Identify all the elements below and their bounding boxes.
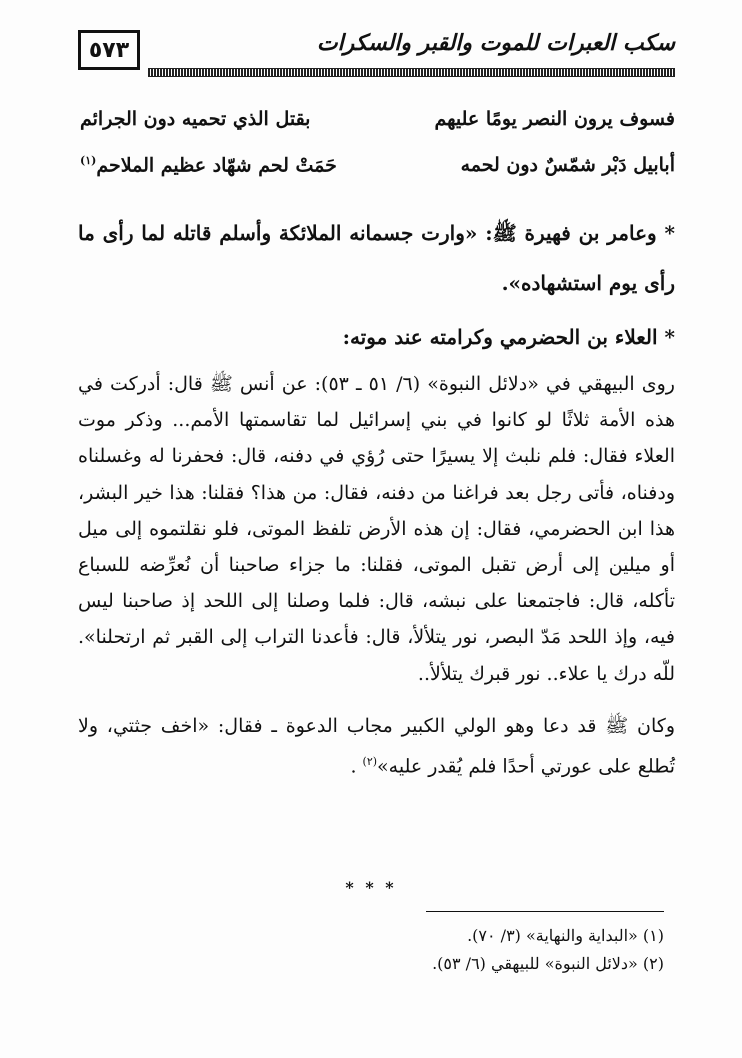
main-text — [78, 208, 675, 785]
verse-first-hemistich: فسوف يرون النصر يومًا عليهم — [434, 108, 675, 130]
asterisk-bullet: * — [664, 221, 675, 245]
footnote-marker: (٢) — [362, 755, 378, 769]
closing-paragraph — [78, 708, 675, 785]
poem-verse — [80, 102, 675, 148]
page-header — [78, 28, 675, 80]
paragraph-end: . — [350, 755, 363, 778]
verse-first-hemistich: أبابيل دَبْر شمّسٌ دون لحمه — [460, 154, 675, 176]
asterisk-bullet: * — [664, 325, 675, 349]
footnote-rule — [426, 911, 664, 912]
section-heading — [78, 312, 675, 362]
verse-text: حَمَتْ لحم شهّاد عظيم الملاحم — [96, 154, 337, 177]
footnote: (١) «البداية والنهاية» (٣/ ٧٠). — [467, 926, 664, 945]
footnote-marker: (١) — [80, 154, 97, 167]
footnote: (٢) «دلائل النبوة» للبيهقي (٦/ ٥٣). — [432, 954, 664, 973]
poem — [80, 102, 675, 194]
paragraph-text: وعامر بن فهيرة ﷺ: «وارت جسمانه الملائكة وأسلم قاتله لما رأى ما رأى يوم استشهاده». — [78, 221, 675, 295]
verse-second-hemistich — [80, 154, 337, 176]
footnotes — [67, 922, 664, 978]
narration-paragraph: روى البيهقي في «دلائل النبوة» (٦/ ٥١ ـ ٥٣): عن أنس ﷺ قال: أدركت في هذه الأمة ثلاثًا لو كانوا في بني إسرائيل لما تقاسمتها الأمم... وذكر موت العلاء فقال: فلم نلبث إلا يسيرًا حتى رُؤي في دفنه، قال: فحفرنا له وغسلناه ودفناه، فأتى رجل بعد فراغنا من دفنه، فقال: من هذا؟ فقلنا: هذا خير البشر، هذا ابن الحضرمي، فقال: إن هذه الأرض تلفظ الموتى، فلو نقلتموه إلى ميل أو ميلين إلى أرض تقبل الموتى، فقلنا: ما جزاء صاحبنا أن نُعرِّضه للسباع تأكله، قال: فاجتمعنا على نبشه، قال: فلما وصلنا إلى اللحد إذ صاحبنا ليس فيه، وإذ اللحد مَدّ البصر، نور يتلألأ، قال: فأعدنا التراب إلى القبر ثم ارتحلنا». للّه درك يا علاء.. نور قبرك يتلألأ.. — [78, 373, 675, 685]
header-rule — [148, 68, 675, 77]
verse-second-hemistich: بقتل الذي تحميه دون الجرائم — [80, 108, 311, 130]
paragraph-text: وكان ﷺ قد دعا وهو الولي الكبير مجاب الدعوة ـ فقال: «اخف جثتي، ولا تُطلع على عورتي أحدًا فلم يُقدر عليه» — [78, 714, 675, 778]
amir-paragraph — [78, 208, 675, 308]
page-number: ٥٧٣ — [78, 30, 140, 70]
poem-verse — [80, 148, 675, 194]
heading-text: العلاء بن الحضرمي وكرامته عند موته: — [342, 325, 658, 349]
section-separator: * * * — [345, 878, 397, 897]
running-title: سكب العبرات للموت والقبر والسكرات — [316, 30, 675, 56]
